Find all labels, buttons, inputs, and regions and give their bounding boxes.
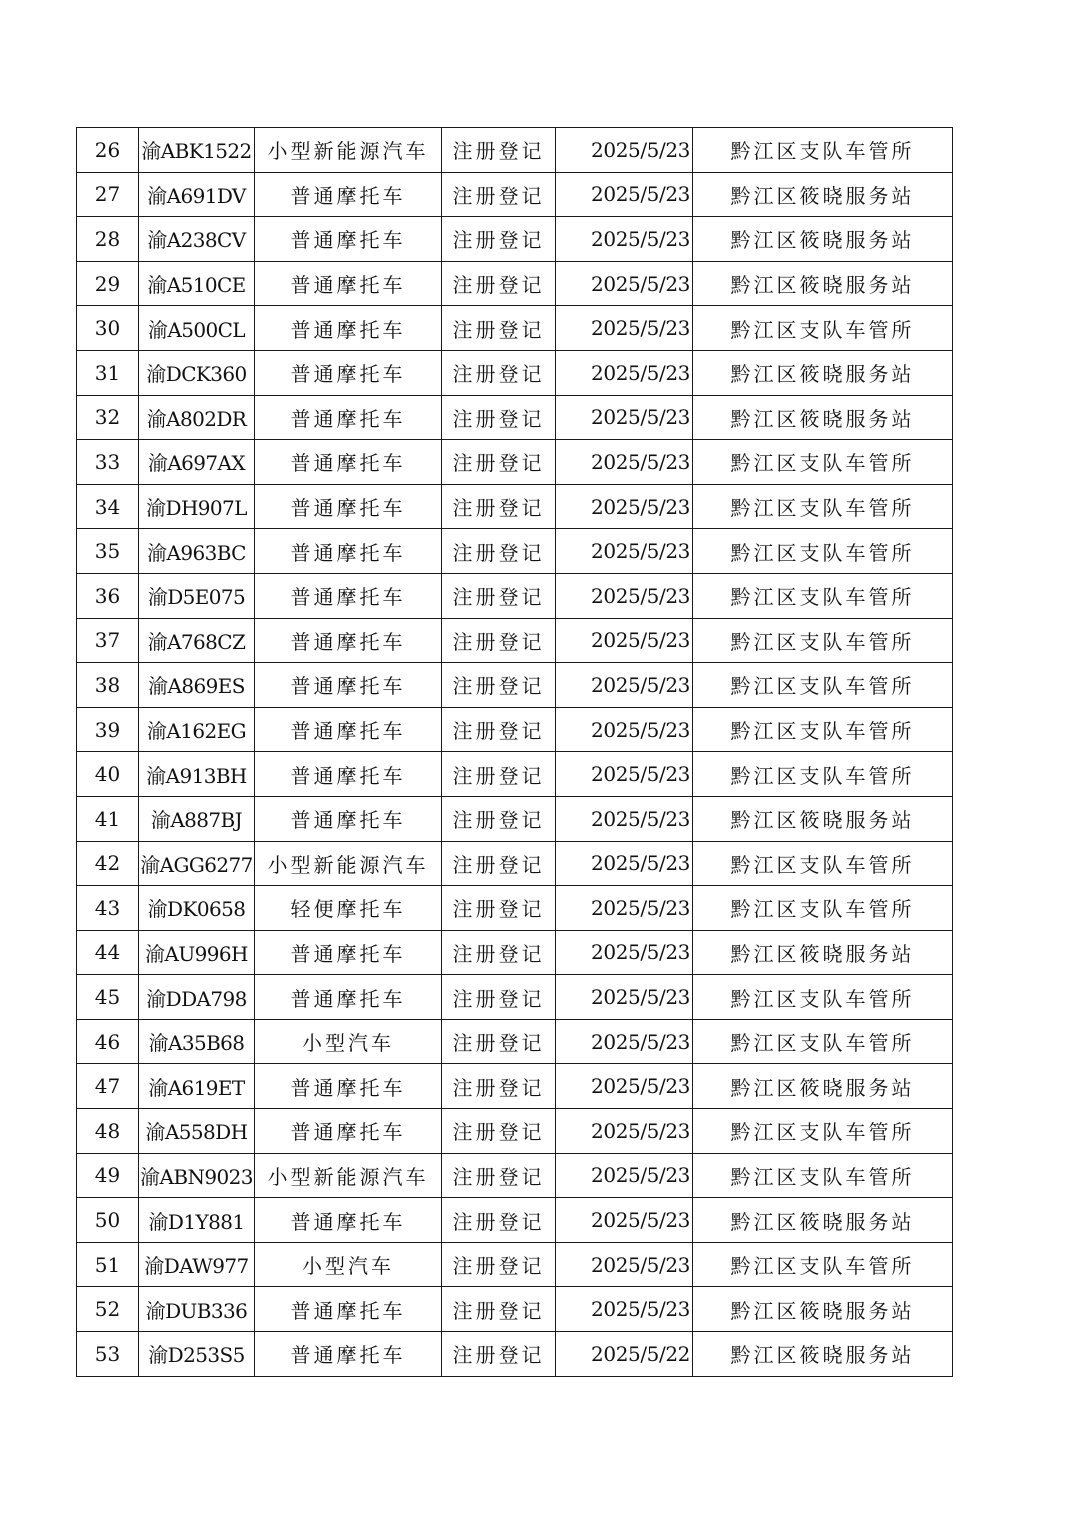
table-row	[77, 752, 953, 797]
row-number-cell: 47	[77, 1064, 139, 1109]
table-row	[77, 841, 953, 886]
plate-number-cell: 渝A913BH	[139, 752, 255, 797]
business-type-cell: 注册登记	[442, 752, 556, 797]
plate-number-cell: 渝A238CV	[139, 217, 255, 262]
registration-date-cell: 2025/5/23	[556, 573, 693, 618]
table-row	[77, 573, 953, 618]
handling-office-cell: 黔江区筱晓服务站	[693, 1064, 953, 1109]
business-type-cell: 注册登记	[442, 707, 556, 752]
registration-date-cell: 2025/5/23	[556, 306, 693, 351]
business-type-cell: 注册登记	[442, 1109, 556, 1154]
row-number-cell: 27	[77, 172, 139, 217]
handling-office-cell: 黔江区支队车管所	[693, 1019, 953, 1064]
row-number-cell: 41	[77, 796, 139, 841]
plate-number-cell: 渝A768CZ	[139, 618, 255, 663]
handling-office-cell: 黔江区筱晓服务站	[693, 1198, 953, 1243]
vehicle-type-cell: 普通摩托车	[255, 261, 442, 306]
row-number-cell: 26	[77, 128, 139, 173]
table-row	[77, 306, 953, 351]
table-row	[77, 663, 953, 708]
business-type-cell: 注册登记	[442, 1153, 556, 1198]
business-type-cell: 注册登记	[442, 128, 556, 173]
row-number-cell: 44	[77, 930, 139, 975]
vehicle-type-cell: 普通摩托车	[255, 975, 442, 1020]
table-row	[77, 618, 953, 663]
handling-office-cell: 黔江区支队车管所	[693, 752, 953, 797]
vehicle-type-cell: 普通摩托车	[255, 217, 442, 262]
plate-number-cell: 渝AGG6277	[139, 841, 255, 886]
table-row	[77, 1153, 953, 1198]
handling-office-cell: 黔江区支队车管所	[693, 128, 953, 173]
vehicle-type-cell: 小型新能源汽车	[255, 841, 442, 886]
business-type-cell: 注册登记	[442, 1242, 556, 1287]
vehicle-type-cell: 普通摩托车	[255, 796, 442, 841]
vehicle-type-cell: 普通摩托车	[255, 1287, 442, 1332]
row-number-cell: 48	[77, 1109, 139, 1154]
plate-number-cell: 渝DDA798	[139, 975, 255, 1020]
registration-date-cell: 2025/5/23	[556, 886, 693, 931]
vehicle-type-cell: 普通摩托车	[255, 350, 442, 395]
business-type-cell: 注册登记	[442, 395, 556, 440]
business-type-cell: 注册登记	[442, 975, 556, 1020]
registration-date-cell: 2025/5/23	[556, 395, 693, 440]
plate-number-cell: 渝A35B68	[139, 1019, 255, 1064]
handling-office-cell: 黔江区支队车管所	[693, 707, 953, 752]
table-row	[77, 217, 953, 262]
table-row	[77, 1064, 953, 1109]
row-number-cell: 49	[77, 1153, 139, 1198]
business-type-cell: 注册登记	[442, 841, 556, 886]
row-number-cell: 32	[77, 395, 139, 440]
handling-office-cell: 黔江区筱晓服务站	[693, 1287, 953, 1332]
registration-date-cell: 2025/5/23	[556, 484, 693, 529]
business-type-cell: 注册登记	[442, 440, 556, 485]
handling-office-cell: 黔江区支队车管所	[693, 1109, 953, 1154]
plate-number-cell: 渝DUB336	[139, 1287, 255, 1332]
business-type-cell: 注册登记	[442, 1064, 556, 1109]
vehicle-type-cell: 轻便摩托车	[255, 886, 442, 931]
business-type-cell: 注册登记	[442, 1198, 556, 1243]
handling-office-cell: 黔江区支队车管所	[693, 1242, 953, 1287]
vehicle-type-cell: 普通摩托车	[255, 930, 442, 975]
row-number-cell: 50	[77, 1198, 139, 1243]
vehicle-type-cell: 普通摩托车	[255, 1198, 442, 1243]
plate-number-cell: 渝A558DH	[139, 1109, 255, 1154]
registration-table	[76, 127, 953, 1377]
plate-number-cell: 渝D1Y881	[139, 1198, 255, 1243]
registration-date-cell: 2025/5/23	[556, 529, 693, 574]
table-row	[77, 1019, 953, 1064]
plate-number-cell: 渝D253S5	[139, 1332, 255, 1377]
table-row	[77, 796, 953, 841]
handling-office-cell: 黔江区支队车管所	[693, 573, 953, 618]
vehicle-type-cell: 普通摩托车	[255, 440, 442, 485]
plate-number-cell: 渝DK0658	[139, 886, 255, 931]
registration-date-cell: 2025/5/23	[556, 1064, 693, 1109]
plate-number-cell: 渝A802DR	[139, 395, 255, 440]
row-number-cell: 31	[77, 350, 139, 395]
vehicle-type-cell: 普通摩托车	[255, 172, 442, 217]
vehicle-type-cell: 普通摩托车	[255, 663, 442, 708]
handling-office-cell: 黔江区支队车管所	[693, 618, 953, 663]
vehicle-type-cell: 普通摩托车	[255, 484, 442, 529]
table-row	[77, 1287, 953, 1332]
vehicle-type-cell: 普通摩托车	[255, 529, 442, 574]
handling-office-cell: 黔江区支队车管所	[693, 841, 953, 886]
table-row	[77, 1242, 953, 1287]
registration-date-cell: 2025/5/23	[556, 930, 693, 975]
handling-office-cell: 黔江区支队车管所	[693, 529, 953, 574]
table-row	[77, 440, 953, 485]
business-type-cell: 注册登记	[442, 217, 556, 262]
row-number-cell: 39	[77, 707, 139, 752]
row-number-cell: 30	[77, 306, 139, 351]
business-type-cell: 注册登记	[442, 1287, 556, 1332]
registration-date-cell: 2025/5/23	[556, 841, 693, 886]
handling-office-cell: 黔江区筱晓服务站	[693, 350, 953, 395]
business-type-cell: 注册登记	[442, 796, 556, 841]
plate-number-cell: 渝ABN9023	[139, 1153, 255, 1198]
row-number-cell: 42	[77, 841, 139, 886]
business-type-cell: 注册登记	[442, 663, 556, 708]
table-row	[77, 350, 953, 395]
business-type-cell: 注册登记	[442, 529, 556, 574]
registration-date-cell: 2025/5/23	[556, 1198, 693, 1243]
registration-date-cell: 2025/5/23	[556, 707, 693, 752]
registration-date-cell: 2025/5/23	[556, 796, 693, 841]
plate-number-cell: 渝A963BC	[139, 529, 255, 574]
registration-date-cell: 2025/5/23	[556, 1153, 693, 1198]
registration-date-cell: 2025/5/23	[556, 975, 693, 1020]
registration-date-cell: 2025/5/23	[556, 350, 693, 395]
table-row	[77, 529, 953, 574]
business-type-cell: 注册登记	[442, 930, 556, 975]
vehicle-type-cell: 小型新能源汽车	[255, 1153, 442, 1198]
handling-office-cell: 黔江区支队车管所	[693, 440, 953, 485]
business-type-cell: 注册登记	[442, 261, 556, 306]
vehicle-type-cell: 普通摩托车	[255, 618, 442, 663]
plate-number-cell: 渝ABK1522	[139, 128, 255, 173]
registration-date-cell: 2025/5/23	[556, 261, 693, 306]
table-row	[77, 975, 953, 1020]
table-row	[77, 172, 953, 217]
vehicle-type-cell: 普通摩托车	[255, 1064, 442, 1109]
registration-date-cell: 2025/5/23	[556, 1019, 693, 1064]
handling-office-cell: 黔江区筱晓服务站	[693, 395, 953, 440]
row-number-cell: 52	[77, 1287, 139, 1332]
registration-table-body	[77, 128, 953, 1377]
row-number-cell: 43	[77, 886, 139, 931]
business-type-cell: 注册登记	[442, 484, 556, 529]
row-number-cell: 40	[77, 752, 139, 797]
row-number-cell: 34	[77, 484, 139, 529]
business-type-cell: 注册登记	[442, 573, 556, 618]
business-type-cell: 注册登记	[442, 1019, 556, 1064]
row-number-cell: 37	[77, 618, 139, 663]
plate-number-cell: 渝A697AX	[139, 440, 255, 485]
table-row	[77, 128, 953, 173]
handling-office-cell: 黔江区筱晓服务站	[693, 796, 953, 841]
table-row	[77, 707, 953, 752]
vehicle-type-cell: 小型新能源汽车	[255, 128, 442, 173]
plate-number-cell: 渝A887BJ	[139, 796, 255, 841]
plate-number-cell: 渝A500CL	[139, 306, 255, 351]
row-number-cell: 36	[77, 573, 139, 618]
vehicle-type-cell: 普通摩托车	[255, 1332, 442, 1377]
vehicle-type-cell: 普通摩托车	[255, 573, 442, 618]
business-type-cell: 注册登记	[442, 172, 556, 217]
registration-date-cell: 2025/5/23	[556, 663, 693, 708]
row-number-cell: 45	[77, 975, 139, 1020]
row-number-cell: 29	[77, 261, 139, 306]
table-row	[77, 261, 953, 306]
business-type-cell: 注册登记	[442, 618, 556, 663]
vehicle-type-cell: 普通摩托车	[255, 395, 442, 440]
row-number-cell: 53	[77, 1332, 139, 1377]
registration-date-cell: 2025/5/23	[556, 1287, 693, 1332]
row-number-cell: 46	[77, 1019, 139, 1064]
plate-number-cell: 渝A619ET	[139, 1064, 255, 1109]
row-number-cell: 38	[77, 663, 139, 708]
business-type-cell: 注册登记	[442, 1332, 556, 1377]
row-number-cell: 35	[77, 529, 139, 574]
plate-number-cell: 渝A691DV	[139, 172, 255, 217]
handling-office-cell: 黔江区筱晓服务站	[693, 1332, 953, 1377]
plate-number-cell: 渝D5E075	[139, 573, 255, 618]
table-row	[77, 395, 953, 440]
row-number-cell: 51	[77, 1242, 139, 1287]
registration-date-cell: 2025/5/23	[556, 440, 693, 485]
table-row	[77, 1198, 953, 1243]
registration-date-cell: 2025/5/23	[556, 1109, 693, 1154]
registration-date-cell: 2025/5/23	[556, 752, 693, 797]
vehicle-type-cell: 普通摩托车	[255, 707, 442, 752]
handling-office-cell: 黔江区支队车管所	[693, 1153, 953, 1198]
registration-date-cell: 2025/5/22	[556, 1332, 693, 1377]
registration-date-cell: 2025/5/23	[556, 1242, 693, 1287]
plate-number-cell: 渝A162EG	[139, 707, 255, 752]
table-row	[77, 484, 953, 529]
plate-number-cell: 渝A869ES	[139, 663, 255, 708]
vehicle-type-cell: 小型汽车	[255, 1242, 442, 1287]
table-row	[77, 1109, 953, 1154]
plate-number-cell: 渝DH907L	[139, 484, 255, 529]
registration-date-cell: 2025/5/23	[556, 618, 693, 663]
plate-number-cell: 渝DAW977	[139, 1242, 255, 1287]
business-type-cell: 注册登记	[442, 306, 556, 351]
handling-office-cell: 黔江区支队车管所	[693, 886, 953, 931]
registration-date-cell: 2025/5/23	[556, 217, 693, 262]
handling-office-cell: 黔江区筱晓服务站	[693, 261, 953, 306]
handling-office-cell: 黔江区支队车管所	[693, 484, 953, 529]
handling-office-cell: 黔江区支队车管所	[693, 663, 953, 708]
business-type-cell: 注册登记	[442, 886, 556, 931]
handling-office-cell: 黔江区支队车管所	[693, 306, 953, 351]
table-row	[77, 930, 953, 975]
registration-date-cell: 2025/5/23	[556, 128, 693, 173]
plate-number-cell: 渝DCK360	[139, 350, 255, 395]
handling-office-cell: 黔江区筱晓服务站	[693, 217, 953, 262]
row-number-cell: 28	[77, 217, 139, 262]
registration-date-cell: 2025/5/23	[556, 172, 693, 217]
table-row	[77, 1332, 953, 1377]
row-number-cell: 33	[77, 440, 139, 485]
plate-number-cell: 渝A510CE	[139, 261, 255, 306]
vehicle-type-cell: 普通摩托车	[255, 306, 442, 351]
table-row	[77, 886, 953, 931]
vehicle-type-cell: 普通摩托车	[255, 752, 442, 797]
business-type-cell: 注册登记	[442, 350, 556, 395]
handling-office-cell: 黔江区筱晓服务站	[693, 172, 953, 217]
handling-office-cell: 黔江区支队车管所	[693, 975, 953, 1020]
handling-office-cell: 黔江区筱晓服务站	[693, 930, 953, 975]
vehicle-type-cell: 小型汽车	[255, 1019, 442, 1064]
vehicle-type-cell: 普通摩托车	[255, 1109, 442, 1154]
plate-number-cell: 渝AU996H	[139, 930, 255, 975]
